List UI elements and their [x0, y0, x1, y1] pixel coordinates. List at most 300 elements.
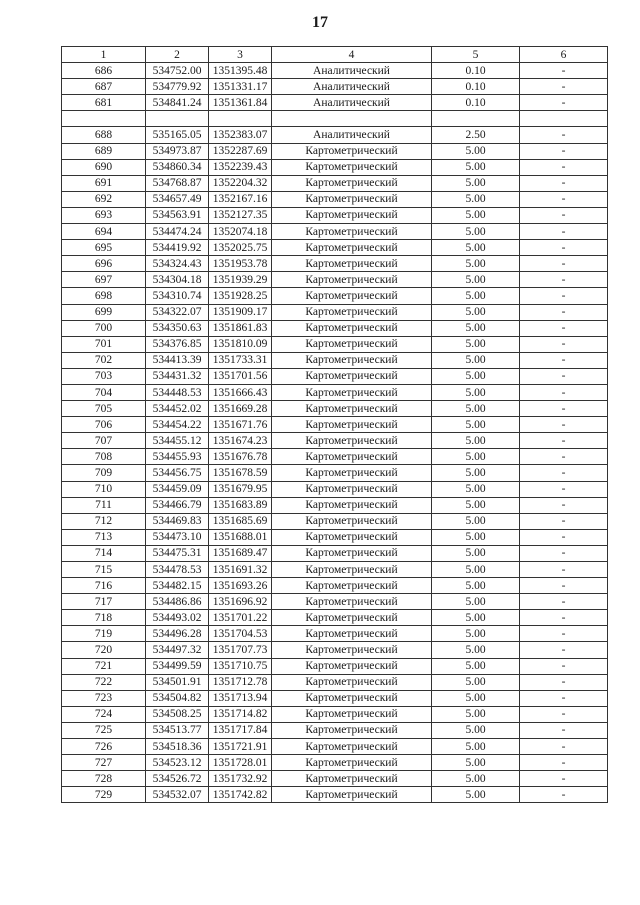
- header-cell: 5: [432, 47, 520, 63]
- table-cell: 5.00: [432, 433, 520, 449]
- table-cell: Картометрический: [272, 449, 432, 465]
- table-cell: Картометрический: [272, 642, 432, 658]
- table-cell: 721: [62, 658, 146, 674]
- table-cell: Аналитический: [272, 63, 432, 79]
- table-row: [62, 79, 608, 95]
- table-row: [62, 336, 608, 352]
- table-cell: 5.00: [432, 594, 520, 610]
- table-cell: 710: [62, 481, 146, 497]
- table-row: [62, 545, 608, 561]
- table-row: [62, 755, 608, 771]
- table-cell: 701: [62, 336, 146, 352]
- table-row: [62, 401, 608, 417]
- table-cell: 5.00: [432, 224, 520, 240]
- table-row: [62, 256, 608, 272]
- table-cell: 696: [62, 256, 146, 272]
- table-cell: -: [520, 304, 608, 320]
- table-cell: 1351810.09: [209, 336, 272, 352]
- table-cell: 728: [62, 771, 146, 787]
- table-cell: 1351696.92: [209, 594, 272, 610]
- table-cell: Картометрический: [272, 320, 432, 336]
- table-cell: 5.00: [432, 578, 520, 594]
- table-cell: 1351909.17: [209, 304, 272, 320]
- table-cell: Картометрический: [272, 690, 432, 706]
- table-cell: 708: [62, 449, 146, 465]
- table-cell: [432, 111, 520, 127]
- table-cell: 1351701.22: [209, 610, 272, 626]
- table-cell: -: [520, 771, 608, 787]
- table-cell: 5.00: [432, 320, 520, 336]
- table-cell: -: [520, 690, 608, 706]
- table-cell: -: [520, 787, 608, 803]
- table-row: [62, 352, 608, 368]
- table-cell: 707: [62, 433, 146, 449]
- table-cell: 534452.02: [146, 401, 209, 417]
- table-cell: 5.00: [432, 465, 520, 481]
- table-cell: 697: [62, 272, 146, 288]
- table-cell: 534431.32: [146, 368, 209, 384]
- table-cell: 700: [62, 320, 146, 336]
- header-cell: 3: [209, 47, 272, 63]
- table-row: [62, 175, 608, 191]
- table-cell: Картометрический: [272, 465, 432, 481]
- table-cell: -: [520, 401, 608, 417]
- table-row: [62, 610, 608, 626]
- table-cell: -: [520, 336, 608, 352]
- table-cell: Картометрический: [272, 787, 432, 803]
- table-row: [62, 320, 608, 336]
- table-cell: 5.00: [432, 256, 520, 272]
- header-cell: 1: [62, 47, 146, 63]
- table-cell: 1351683.89: [209, 497, 272, 513]
- table-cell: -: [520, 256, 608, 272]
- table-cell: 534496.28: [146, 626, 209, 642]
- table-cell: -: [520, 578, 608, 594]
- table-cell: 534473.10: [146, 529, 209, 545]
- table-cell: 1351713.94: [209, 690, 272, 706]
- table-cell: 1352167.16: [209, 191, 272, 207]
- table-cell: 5.00: [432, 529, 520, 545]
- table-cell: 535165.05: [146, 127, 209, 143]
- table-cell: 534504.82: [146, 690, 209, 706]
- table-cell: 5.00: [432, 417, 520, 433]
- table-cell: 534448.53: [146, 384, 209, 400]
- table-cell: 5.00: [432, 143, 520, 159]
- table-cell: Аналитический: [272, 127, 432, 143]
- table-cell: Картометрический: [272, 304, 432, 320]
- table-cell: 534860.34: [146, 159, 209, 175]
- table-cell: 1351717.84: [209, 722, 272, 738]
- table-cell: 534657.49: [146, 191, 209, 207]
- table-cell: 725: [62, 722, 146, 738]
- table-cell: 5.00: [432, 610, 520, 626]
- table-cell: Картометрический: [272, 417, 432, 433]
- table-cell: 2.50: [432, 127, 520, 143]
- table-cell: 534478.53: [146, 562, 209, 578]
- table-cell: 1351742.82: [209, 787, 272, 803]
- table-cell: 711: [62, 497, 146, 513]
- table-cell: -: [520, 240, 608, 256]
- table-cell: -: [520, 95, 608, 111]
- table-cell: Картометрический: [272, 368, 432, 384]
- table-cell: -: [520, 610, 608, 626]
- table-cell: 1351712.78: [209, 674, 272, 690]
- table-cell: Картометрический: [272, 159, 432, 175]
- table-cell: -: [520, 722, 608, 738]
- table-cell: Картометрический: [272, 545, 432, 561]
- table-cell: Картометрический: [272, 739, 432, 755]
- table-cell: 5.00: [432, 175, 520, 191]
- table-row: [62, 207, 608, 223]
- table-cell: -: [520, 755, 608, 771]
- table-cell: -: [520, 626, 608, 642]
- table-cell: -: [520, 497, 608, 513]
- table-cell: 5.00: [432, 706, 520, 722]
- table-cell: 1351721.91: [209, 739, 272, 755]
- table-cell: 1351361.84: [209, 95, 272, 111]
- table-cell: 5.00: [432, 384, 520, 400]
- table-cell: 1352127.35: [209, 207, 272, 223]
- table-cell: 534752.00: [146, 63, 209, 79]
- table-cell: 534841.24: [146, 95, 209, 111]
- table-cell: -: [520, 433, 608, 449]
- table-row: [62, 304, 608, 320]
- table-row: [62, 127, 608, 143]
- table-cell: -: [520, 642, 608, 658]
- table-row: [62, 143, 608, 159]
- table-cell: Картометрический: [272, 497, 432, 513]
- table-cell: 1351861.83: [209, 320, 272, 336]
- table-cell: 534474.24: [146, 224, 209, 240]
- table-cell: 534486.86: [146, 594, 209, 610]
- table-cell: 1352383.07: [209, 127, 272, 143]
- table-cell: 5.00: [432, 497, 520, 513]
- table-row: [62, 465, 608, 481]
- table-cell: 1351688.01: [209, 529, 272, 545]
- table-cell: 681: [62, 95, 146, 111]
- table-cell: 5.00: [432, 674, 520, 690]
- table-cell: 5.00: [432, 545, 520, 561]
- table-cell: 5.00: [432, 626, 520, 642]
- table-cell: 534304.18: [146, 272, 209, 288]
- table-cell: 717: [62, 594, 146, 610]
- table-cell: 729: [62, 787, 146, 803]
- table-cell: 1351714.82: [209, 706, 272, 722]
- table-cell: 534526.72: [146, 771, 209, 787]
- table-cell: -: [520, 191, 608, 207]
- table-cell: 1351685.69: [209, 513, 272, 529]
- table-cell: -: [520, 79, 608, 95]
- table-row: [62, 674, 608, 690]
- table-cell: 695: [62, 240, 146, 256]
- table-row: [62, 417, 608, 433]
- table-cell: 5.00: [432, 368, 520, 384]
- table-cell: -: [520, 706, 608, 722]
- table-cell: 5.00: [432, 352, 520, 368]
- table-cell: 1352239.43: [209, 159, 272, 175]
- table-cell: 534459.09: [146, 481, 209, 497]
- table-cell: 5.00: [432, 191, 520, 207]
- table-cell: [209, 111, 272, 127]
- table-cell: 5.00: [432, 159, 520, 175]
- table-cell: 534455.93: [146, 449, 209, 465]
- table-cell: -: [520, 272, 608, 288]
- table-cell: Картометрический: [272, 175, 432, 191]
- table-cell: Картометрический: [272, 481, 432, 497]
- table-cell: 5.00: [432, 771, 520, 787]
- table-cell: 1351691.32: [209, 562, 272, 578]
- table-cell: 719: [62, 626, 146, 642]
- table-cell: 723: [62, 690, 146, 706]
- table-cell: 693: [62, 207, 146, 223]
- table-cell: 534413.39: [146, 352, 209, 368]
- table-cell: 715: [62, 562, 146, 578]
- table-cell: Картометрический: [272, 722, 432, 738]
- table-cell: 692: [62, 191, 146, 207]
- table-cell: 1351939.29: [209, 272, 272, 288]
- table-cell: 714: [62, 545, 146, 561]
- table-cell: -: [520, 529, 608, 545]
- table-cell: 1351678.59: [209, 465, 272, 481]
- table-row: [62, 562, 608, 578]
- table-row: [62, 578, 608, 594]
- table-cell: 686: [62, 63, 146, 79]
- table-cell: 1351704.53: [209, 626, 272, 642]
- table-row: [62, 626, 608, 642]
- table-cell: 716: [62, 578, 146, 594]
- table-row: [62, 642, 608, 658]
- table-cell: Картометрический: [272, 626, 432, 642]
- table-cell: 5.00: [432, 304, 520, 320]
- table-cell: -: [520, 159, 608, 175]
- table-cell: 694: [62, 224, 146, 240]
- table-cell: Картометрический: [272, 658, 432, 674]
- table-cell: 5.00: [432, 690, 520, 706]
- table-row: [62, 529, 608, 545]
- table-row: [62, 739, 608, 755]
- table-cell: 727: [62, 755, 146, 771]
- table-cell: 534497.32: [146, 642, 209, 658]
- table-cell: 688: [62, 127, 146, 143]
- table-cell: 534310.74: [146, 288, 209, 304]
- table-cell: 704: [62, 384, 146, 400]
- table-cell: -: [520, 594, 608, 610]
- table-cell: 1351732.92: [209, 771, 272, 787]
- table-row: [62, 384, 608, 400]
- table-cell: 705: [62, 401, 146, 417]
- table-cell: 534508.25: [146, 706, 209, 722]
- table-cell: 534322.07: [146, 304, 209, 320]
- table-cell: 703: [62, 368, 146, 384]
- table-cell: Картометрический: [272, 401, 432, 417]
- table-cell: Картометрический: [272, 256, 432, 272]
- table-row: [62, 272, 608, 288]
- table-cell: 5.00: [432, 240, 520, 256]
- table-cell: 699: [62, 304, 146, 320]
- table-cell: -: [520, 224, 608, 240]
- table-cell: -: [520, 465, 608, 481]
- table-row: [62, 224, 608, 240]
- table-cell: -: [520, 143, 608, 159]
- table-cell: 706: [62, 417, 146, 433]
- table-cell: Картометрический: [272, 288, 432, 304]
- table-cell: 698: [62, 288, 146, 304]
- table-cell: -: [520, 513, 608, 529]
- table-row: [62, 722, 608, 738]
- table-cell: 534419.92: [146, 240, 209, 256]
- table-cell: -: [520, 674, 608, 690]
- table-cell: 702: [62, 352, 146, 368]
- table-cell: [272, 111, 432, 127]
- table-body: [62, 47, 608, 803]
- table-cell: 534499.59: [146, 658, 209, 674]
- table-cell: 1351671.76: [209, 417, 272, 433]
- table-cell: Картометрический: [272, 352, 432, 368]
- table-cell: 1351674.23: [209, 433, 272, 449]
- table-cell: 1351693.26: [209, 578, 272, 594]
- table-cell: 5.00: [432, 562, 520, 578]
- table-cell: 722: [62, 674, 146, 690]
- table-cell: 5.00: [432, 336, 520, 352]
- table-cell: 5.00: [432, 449, 520, 465]
- table-row: [62, 787, 608, 803]
- page-number: 17: [312, 14, 328, 31]
- table-cell: -: [520, 449, 608, 465]
- table-cell: 534455.12: [146, 433, 209, 449]
- table-cell: -: [520, 384, 608, 400]
- table-cell: 5.00: [432, 513, 520, 529]
- table-cell: Картометрический: [272, 529, 432, 545]
- table-cell: 1352287.69: [209, 143, 272, 159]
- table-cell: 689: [62, 143, 146, 159]
- table-cell: Картометрический: [272, 384, 432, 400]
- table-row: [62, 433, 608, 449]
- table-cell: 5.00: [432, 722, 520, 738]
- table-cell: 5.00: [432, 658, 520, 674]
- table-cell: 1351679.95: [209, 481, 272, 497]
- table-cell: 5.00: [432, 272, 520, 288]
- header-cell: 6: [520, 47, 608, 63]
- table-cell: 1351728.01: [209, 755, 272, 771]
- table-cell: 720: [62, 642, 146, 658]
- table-row: [62, 658, 608, 674]
- table-row: [62, 706, 608, 722]
- table-cell: 534493.02: [146, 610, 209, 626]
- header-cell: 4: [272, 47, 432, 63]
- table-cell: 534482.15: [146, 578, 209, 594]
- table-cell: 724: [62, 706, 146, 722]
- table-cell: -: [520, 417, 608, 433]
- table-cell: 1351331.17: [209, 79, 272, 95]
- table-cell: 534324.43: [146, 256, 209, 272]
- table-cell: 5.00: [432, 739, 520, 755]
- table-cell: 534532.07: [146, 787, 209, 803]
- table-cell: 5.00: [432, 787, 520, 803]
- coordinates-table: [61, 46, 608, 803]
- table-cell: -: [520, 63, 608, 79]
- table-cell: -: [520, 545, 608, 561]
- table-cell: 0.10: [432, 79, 520, 95]
- table-cell: Картометрический: [272, 578, 432, 594]
- table-cell: -: [520, 320, 608, 336]
- table-cell: 534469.83: [146, 513, 209, 529]
- table-cell: Картометрический: [272, 594, 432, 610]
- table-row: [62, 240, 608, 256]
- table-cell: 5.00: [432, 755, 520, 771]
- table-cell: 718: [62, 610, 146, 626]
- table-cell: 534475.31: [146, 545, 209, 561]
- header-cell: 2: [146, 47, 209, 63]
- table-cell: Картометрический: [272, 610, 432, 626]
- table-header-row: [62, 47, 608, 63]
- table-row: [62, 63, 608, 79]
- table-cell: 5.00: [432, 288, 520, 304]
- table-row: [62, 95, 608, 111]
- table-cell: 534518.36: [146, 739, 209, 755]
- table-cell: 1352074.18: [209, 224, 272, 240]
- table-cell: 709: [62, 465, 146, 481]
- table-cell: -: [520, 368, 608, 384]
- table-cell: -: [520, 658, 608, 674]
- table-cell: Аналитический: [272, 79, 432, 95]
- table-cell: 726: [62, 739, 146, 755]
- table-cell: Картометрический: [272, 755, 432, 771]
- table-cell: 534563.91: [146, 207, 209, 223]
- table-cell: 1351928.25: [209, 288, 272, 304]
- table-cell: 5.00: [432, 401, 520, 417]
- table-cell: Картометрический: [272, 513, 432, 529]
- table-cell: 1351710.75: [209, 658, 272, 674]
- table-cell: Картометрический: [272, 336, 432, 352]
- table-cell: 534350.63: [146, 320, 209, 336]
- table-cell: -: [520, 481, 608, 497]
- table-cell: 1351676.78: [209, 449, 272, 465]
- table-cell: Картометрический: [272, 272, 432, 288]
- table-cell: 1351395.48: [209, 63, 272, 79]
- table-row: [62, 513, 608, 529]
- table-cell: -: [520, 562, 608, 578]
- table-row: [62, 690, 608, 706]
- table-cell: Картометрический: [272, 674, 432, 690]
- table-cell: 690: [62, 159, 146, 175]
- table-cell: 1351707.73: [209, 642, 272, 658]
- table-cell: 1352025.75: [209, 240, 272, 256]
- table-cell: 534454.22: [146, 417, 209, 433]
- table-cell: 0.10: [432, 63, 520, 79]
- table-cell: Картометрический: [272, 562, 432, 578]
- table-cell: 534523.12: [146, 755, 209, 771]
- table-cell: 1351733.31: [209, 352, 272, 368]
- table-row: [62, 481, 608, 497]
- table-cell: 534779.92: [146, 79, 209, 95]
- table-cell: -: [520, 739, 608, 755]
- table-cell: 1351669.28: [209, 401, 272, 417]
- table-cell: 5.00: [432, 642, 520, 658]
- table-row: [62, 159, 608, 175]
- table-cell: 1351701.56: [209, 368, 272, 384]
- table-cell: -: [520, 207, 608, 223]
- table-cell: 1352204.32: [209, 175, 272, 191]
- table-row: [62, 497, 608, 513]
- table-cell: Картометрический: [272, 433, 432, 449]
- table-cell: 1351666.43: [209, 384, 272, 400]
- table-cell: Картометрический: [272, 240, 432, 256]
- table-cell: 713: [62, 529, 146, 545]
- table-row: [62, 594, 608, 610]
- table-row: [62, 368, 608, 384]
- table-cell: 5.00: [432, 207, 520, 223]
- table-cell: 691: [62, 175, 146, 191]
